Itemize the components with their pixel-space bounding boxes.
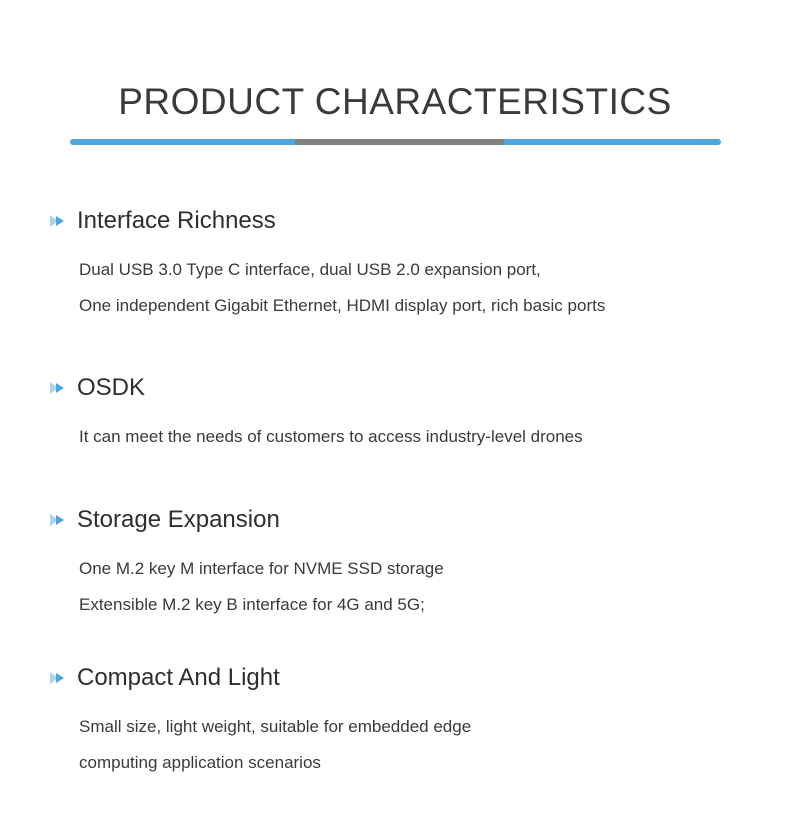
divider-segment-middle <box>295 139 504 145</box>
section-text-line: Dual USB 3.0 Type C interface, dual USB 2.0 expansion port, <box>79 260 541 279</box>
section-header <box>50 204 750 238</box>
double-triangle-bullet-icon <box>50 215 66 227</box>
section-text-line: One independent Gigabit Ethernet, HDMI display port, rich basic ports <box>79 296 606 315</box>
section-text-line: One M.2 key M interface for NVME SSD storage <box>79 559 444 578</box>
section-text-line: Small size, light weight, suitable for embedded edge <box>79 717 472 736</box>
section-title: Compact And Light <box>77 664 280 691</box>
section-text-line: Extensible M.2 key B interface for 4G and 5G; <box>79 595 425 614</box>
divider-segment-right <box>504 139 721 145</box>
section-body <box>79 252 750 324</box>
section-header <box>50 371 750 405</box>
section-storage-expansion <box>50 503 750 623</box>
section-title: Storage Expansion <box>77 506 280 533</box>
section-title: Interface Richness <box>77 207 276 234</box>
page-title: PRODUCT CHARACTERISTICS <box>118 81 672 122</box>
double-triangle-bullet-icon <box>50 672 66 684</box>
section-text-line: computing application scenarios <box>79 753 321 772</box>
section-body <box>79 551 750 623</box>
section-header <box>50 661 750 695</box>
section-title: OSDK <box>77 374 146 401</box>
section-body <box>79 709 750 781</box>
section-text-line: It can meet the needs of customers to access industry-level drones <box>79 427 583 446</box>
double-triangle-bullet-icon <box>50 382 66 394</box>
section-osdk <box>50 371 750 455</box>
section-header <box>50 503 750 537</box>
section-body <box>79 419 750 455</box>
double-triangle-bullet-icon <box>50 514 66 526</box>
divider-segment-left <box>70 139 295 145</box>
section-interface-richness <box>50 204 750 324</box>
title-divider <box>70 139 721 145</box>
section-compact-and-light <box>50 661 750 781</box>
